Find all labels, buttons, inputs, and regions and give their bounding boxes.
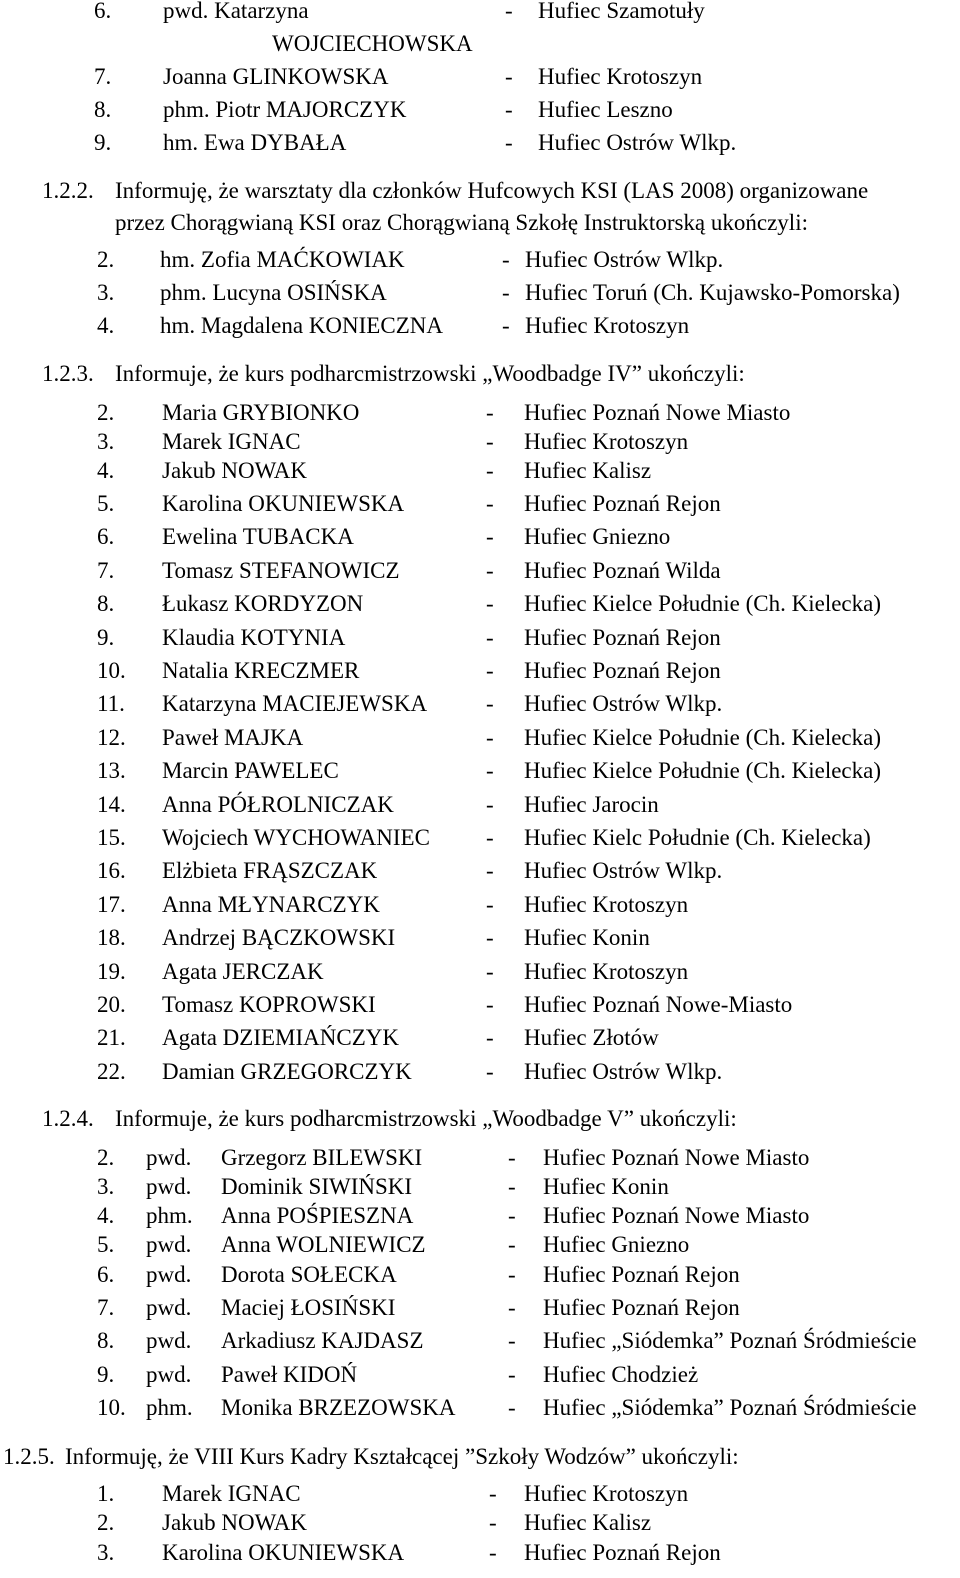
dash: - bbox=[489, 1510, 497, 1535]
section-heading-line-2: przez Chorągwianą KSI oraz Chorągwianą Szkołę Instruktorską ukończyli: bbox=[115, 210, 808, 235]
section-heading: Informuję, że VIII Kurs Kadry Kształcącej ”Szkoły Wodzów” ukończyli: bbox=[65, 1444, 739, 1469]
list-item bbox=[0, 1326, 960, 1356]
item-number: 21. bbox=[97, 1025, 126, 1051]
item-number: 8. bbox=[97, 1328, 115, 1353]
list-item bbox=[0, 1293, 960, 1323]
list-item bbox=[0, 1479, 960, 1509]
member-name: Anna WOLNIEWICZ bbox=[221, 1232, 426, 1257]
dash: - bbox=[486, 491, 494, 516]
unit-name: Hufiec Poznań Rejon bbox=[524, 1540, 721, 1565]
unit-name: Hufiec Kalisz bbox=[524, 458, 652, 483]
member-rank: pwd. bbox=[146, 1174, 192, 1199]
list-item bbox=[0, 311, 960, 341]
dash: - bbox=[486, 429, 494, 454]
section-number: 1.2.5. bbox=[3, 1444, 55, 1469]
unit-name: Hufiec Kielce Południe (Ch. Kielecka) bbox=[524, 758, 882, 784]
unit-name: Hufiec Kielc Południe (Ch. Kielecka) bbox=[524, 825, 871, 850]
unit-name: Hufiec Chodzież bbox=[543, 1362, 699, 1387]
unit-name: Hufiec Kielce Południe (Ch. Kielecka) bbox=[524, 724, 882, 750]
dash: - bbox=[502, 280, 510, 305]
dash: - bbox=[486, 992, 494, 1017]
unit-name: Hufiec Krotoszyn bbox=[524, 1481, 689, 1506]
member-name: Wojciech WYCHOWANIEC bbox=[162, 825, 430, 850]
list-item bbox=[0, 823, 960, 853]
item-number: 7. bbox=[97, 557, 115, 583]
unit-name: Hufiec Poznań Rejon bbox=[524, 658, 721, 683]
member-name: Anna PÓŁROLNICZAK bbox=[162, 791, 394, 817]
section-number: 1.2.4. bbox=[42, 1106, 94, 1131]
list-item bbox=[0, 456, 960, 486]
item-number: 3. bbox=[97, 280, 115, 305]
unit-name: Hufiec Krotoszyn bbox=[524, 429, 689, 454]
dash: - bbox=[486, 691, 494, 717]
item-number: 7. bbox=[94, 64, 112, 89]
list-item bbox=[0, 856, 960, 886]
member-name: Klaudia KOTYNIA bbox=[162, 624, 346, 650]
item-number: 2. bbox=[97, 1145, 115, 1170]
unit-name: Hufiec Gniezno bbox=[543, 1232, 690, 1257]
item-number: 2. bbox=[97, 247, 115, 272]
member-name: Paweł MAJKA bbox=[162, 724, 304, 750]
section-number: 1.2.3. bbox=[42, 361, 94, 386]
member-name: hm. Zofia MAĆKOWIAK bbox=[160, 247, 405, 272]
list-item bbox=[0, 1023, 960, 1053]
list-item bbox=[0, 1230, 960, 1260]
unit-name: Hufiec „Siódemka” Poznań Śródmieście bbox=[543, 1395, 917, 1420]
member-name: Marcin PAWELEC bbox=[162, 758, 339, 784]
section-heading: Informuje, że kurs podharcmistrzowski „Woodbadge IV” ukończyli: bbox=[115, 361, 745, 386]
dash: - bbox=[486, 825, 494, 850]
list-item bbox=[0, 1393, 960, 1423]
member-name: Tomasz STEFANOWICZ bbox=[162, 557, 400, 583]
item-number: 6. bbox=[97, 524, 115, 550]
member-name: Anna POŚPIESZNA bbox=[221, 1203, 414, 1228]
dash: - bbox=[508, 1328, 516, 1353]
item-number: 10. bbox=[97, 658, 126, 683]
member-name: hm. Magdalena KONIECZNA bbox=[160, 313, 443, 338]
dash: - bbox=[505, 0, 513, 23]
item-number: 14. bbox=[97, 791, 126, 817]
list-item bbox=[0, 427, 960, 457]
list-item bbox=[0, 0, 960, 26]
dash: - bbox=[486, 400, 494, 425]
list-item bbox=[0, 489, 960, 519]
dash: - bbox=[486, 624, 494, 650]
dash: - bbox=[505, 130, 513, 155]
list-item bbox=[0, 29, 960, 59]
dash: - bbox=[489, 1540, 497, 1565]
member-name: WOJCIECHOWSKA bbox=[272, 31, 473, 56]
dash: - bbox=[508, 1295, 516, 1320]
unit-name: Hufiec Konin bbox=[524, 925, 650, 951]
dash: - bbox=[486, 1025, 494, 1051]
member-name: Elżbieta FRĄSZCZAK bbox=[162, 858, 378, 884]
unit-name: Hufiec Ostrów Wlkp. bbox=[524, 858, 723, 884]
member-name: Agata DZIEMIAŃCZYK bbox=[162, 1025, 399, 1051]
unit-name: Hufiec Poznań Nowe Miasto bbox=[543, 1203, 810, 1228]
list-item bbox=[0, 522, 960, 552]
list-item bbox=[0, 95, 960, 125]
dash: - bbox=[486, 524, 494, 550]
unit-name: Hufiec Poznań Rejon bbox=[543, 1295, 740, 1320]
unit-name: Hufiec Poznań Wilda bbox=[524, 557, 721, 583]
dash: - bbox=[486, 1058, 494, 1084]
list-item bbox=[0, 245, 960, 275]
member-name: Grzegorz BILEWSKI bbox=[221, 1145, 423, 1170]
unit-name: Hufiec Ostrów Wlkp. bbox=[524, 1058, 723, 1084]
list-item bbox=[0, 1172, 960, 1202]
dash: - bbox=[486, 658, 494, 683]
unit-name: Hufiec Krotoszyn bbox=[524, 958, 689, 984]
member-rank: pwd. bbox=[146, 1328, 192, 1353]
item-number: 9. bbox=[94, 130, 112, 155]
list-item bbox=[0, 62, 960, 92]
unit-name: Hufiec Leszno bbox=[538, 97, 673, 122]
item-number: 4. bbox=[97, 458, 115, 483]
unit-name: Hufiec Poznań Rejon bbox=[524, 624, 721, 650]
list-item bbox=[0, 689, 960, 719]
list-item bbox=[0, 623, 960, 653]
dash: - bbox=[505, 64, 513, 89]
dash: - bbox=[508, 1262, 516, 1287]
item-number: 2. bbox=[97, 1510, 115, 1535]
dash: - bbox=[486, 758, 494, 784]
dash: - bbox=[505, 97, 513, 122]
member-name: pwd. Katarzyna bbox=[163, 0, 309, 23]
member-name: Damian GRZEGORCZYK bbox=[162, 1058, 412, 1084]
member-name: Karolina OKUNIEWSKA bbox=[162, 491, 405, 516]
list-item bbox=[0, 1143, 960, 1173]
unit-name: Hufiec Ostrów Wlkp. bbox=[525, 247, 724, 272]
dash: - bbox=[486, 458, 494, 483]
dash: - bbox=[486, 791, 494, 817]
item-number: 3. bbox=[97, 1174, 115, 1199]
member-rank: pwd. bbox=[146, 1362, 192, 1387]
unit-name: Hufiec Ostrów Wlkp. bbox=[538, 130, 737, 155]
list-item bbox=[0, 656, 960, 686]
item-number: 17. bbox=[97, 891, 126, 917]
dash: - bbox=[508, 1232, 516, 1257]
list-item bbox=[0, 1538, 960, 1568]
dash: - bbox=[486, 557, 494, 583]
list-item bbox=[0, 1201, 960, 1231]
list-item bbox=[0, 957, 960, 987]
list-item bbox=[0, 723, 960, 753]
member-name: Maria GRYBIONKO bbox=[162, 400, 360, 425]
member-name: Ewelina TUBACKA bbox=[162, 524, 354, 550]
dash: - bbox=[502, 313, 510, 338]
member-name: Monika BRZEZOWSKA bbox=[221, 1395, 456, 1420]
dash: - bbox=[486, 591, 494, 617]
list-item bbox=[0, 589, 960, 619]
member-rank: phm. bbox=[146, 1395, 193, 1420]
member-name: Maciej ŁOSIŃSKI bbox=[221, 1295, 396, 1320]
member-name: Łukasz KORDYZON bbox=[162, 591, 364, 617]
unit-name: Hufiec Toruń (Ch. Kujawsko-Pomorska) bbox=[525, 280, 900, 305]
member-rank: pwd. bbox=[146, 1145, 192, 1170]
member-name: Natalia KRECZMER bbox=[162, 658, 360, 683]
item-number: 22. bbox=[97, 1058, 126, 1084]
section-number: 1.2.2. bbox=[42, 178, 94, 203]
unit-name: Hufiec „Siódemka” Poznań Śródmieście bbox=[543, 1328, 917, 1353]
item-number: 6. bbox=[97, 1262, 115, 1287]
list-item bbox=[0, 1360, 960, 1390]
unit-name: Hufiec Złotów bbox=[524, 1025, 659, 1051]
item-number: 2. bbox=[97, 400, 115, 425]
dash: - bbox=[502, 247, 510, 272]
list-item bbox=[0, 278, 960, 308]
item-number: 1. bbox=[97, 1481, 115, 1506]
item-number: 6. bbox=[94, 0, 112, 23]
member-name: Jakub NOWAK bbox=[162, 458, 308, 483]
item-number: 20. bbox=[97, 992, 126, 1017]
member-name: Karolina OKUNIEWSKA bbox=[162, 1540, 405, 1565]
unit-name: Hufiec Poznań Rejon bbox=[524, 491, 721, 516]
unit-name: Hufiec Ostrów Wlkp. bbox=[524, 691, 723, 717]
unit-name: Hufiec Krotoszyn bbox=[538, 64, 703, 89]
dash: - bbox=[489, 1481, 497, 1506]
member-name: Tomasz KOPROWSKI bbox=[162, 992, 376, 1017]
dash: - bbox=[486, 891, 494, 917]
unit-name: Hufiec Jarocin bbox=[524, 791, 659, 817]
dash: - bbox=[486, 958, 494, 984]
member-name: Dominik SIWIŃSKI bbox=[221, 1174, 413, 1199]
unit-name: Hufiec Krotoszyn bbox=[525, 313, 690, 338]
member-name: Joanna GLINKOWSKA bbox=[163, 64, 389, 89]
list-item bbox=[0, 923, 960, 953]
list-item bbox=[0, 1508, 960, 1538]
item-number: 3. bbox=[97, 429, 115, 454]
unit-name: Hufiec Kielce Południe (Ch. Kielecka) bbox=[524, 591, 882, 617]
member-name: Dorota SOŁECKA bbox=[221, 1262, 397, 1287]
unit-name: Hufiec Konin bbox=[543, 1174, 669, 1199]
item-number: 10. bbox=[97, 1395, 126, 1420]
unit-name: Hufiec Gniezno bbox=[524, 524, 671, 550]
list-item bbox=[0, 556, 960, 586]
member-name: Paweł KIDOŃ bbox=[221, 1362, 358, 1387]
item-number: 15. bbox=[97, 825, 126, 850]
unit-name: Hufiec Poznań Nowe Miasto bbox=[543, 1145, 810, 1170]
member-name: phm. Piotr MAJORCZYK bbox=[163, 97, 407, 122]
member-name: Marek IGNAC bbox=[162, 1481, 301, 1506]
list-item bbox=[0, 756, 960, 786]
unit-name: Hufiec Szamotuły bbox=[538, 0, 705, 23]
list-item bbox=[0, 1057, 960, 1087]
item-number: 9. bbox=[97, 1362, 115, 1387]
item-number: 9. bbox=[97, 624, 115, 650]
dash: - bbox=[508, 1203, 516, 1228]
item-number: 11. bbox=[97, 691, 125, 717]
member-name: Agata JERCZAK bbox=[162, 958, 324, 984]
dash: - bbox=[508, 1174, 516, 1199]
item-number: 7. bbox=[97, 1295, 115, 1320]
section-heading-line-1: Informuję, że warsztaty dla członków Hufcowych KSI (LAS 2008) organizowane bbox=[115, 178, 869, 203]
unit-name: Hufiec Poznań Rejon bbox=[543, 1262, 740, 1287]
list-item bbox=[0, 128, 960, 158]
item-number: 8. bbox=[94, 97, 112, 122]
member-name: Arkadiusz KAJDASZ bbox=[221, 1328, 424, 1353]
list-item bbox=[0, 990, 960, 1020]
member-name: Katarzyna MACIEJEWSKA bbox=[162, 691, 428, 717]
member-name: hm. Ewa DYBAŁA bbox=[163, 130, 347, 155]
item-number: 5. bbox=[97, 1232, 115, 1257]
dash: - bbox=[486, 858, 494, 884]
member-rank: phm. bbox=[146, 1203, 193, 1228]
item-number: 3. bbox=[97, 1540, 115, 1565]
member-name: Anna MŁYNARCZYK bbox=[162, 891, 380, 917]
item-number: 4. bbox=[97, 313, 115, 338]
unit-name: Hufiec Poznań Nowe-Miasto bbox=[524, 992, 793, 1017]
item-number: 4. bbox=[97, 1203, 115, 1228]
item-number: 12. bbox=[97, 724, 126, 750]
list-item bbox=[0, 398, 960, 428]
list-item bbox=[0, 890, 960, 920]
dash: - bbox=[508, 1395, 516, 1420]
member-name: phm. Lucyna OSIŃSKA bbox=[160, 280, 387, 305]
member-name: Andrzej BĄCZKOWSKI bbox=[162, 925, 396, 951]
unit-name: Hufiec Poznań Nowe Miasto bbox=[524, 400, 791, 425]
item-number: 8. bbox=[97, 591, 115, 617]
item-number: 18. bbox=[97, 925, 126, 951]
dash: - bbox=[486, 724, 494, 750]
dash: - bbox=[486, 925, 494, 951]
member-rank: pwd. bbox=[146, 1295, 192, 1320]
dash: - bbox=[508, 1145, 516, 1170]
member-rank: pwd. bbox=[146, 1262, 192, 1287]
item-number: 13. bbox=[97, 758, 126, 784]
item-number: 16. bbox=[97, 858, 126, 884]
item-number: 19. bbox=[97, 958, 126, 984]
unit-name: Hufiec Krotoszyn bbox=[524, 891, 689, 917]
dash: - bbox=[508, 1362, 516, 1387]
item-number: 5. bbox=[97, 491, 115, 516]
unit-name: Hufiec Kalisz bbox=[524, 1510, 652, 1535]
section-heading: Informuje, że kurs podharcmistrzowski „Woodbadge V” ukończyli: bbox=[115, 1106, 737, 1131]
member-rank: pwd. bbox=[146, 1232, 192, 1257]
member-name: Jakub NOWAK bbox=[162, 1510, 308, 1535]
list-item bbox=[0, 1260, 960, 1290]
member-name: Marek IGNAC bbox=[162, 429, 301, 454]
list-item bbox=[0, 790, 960, 820]
